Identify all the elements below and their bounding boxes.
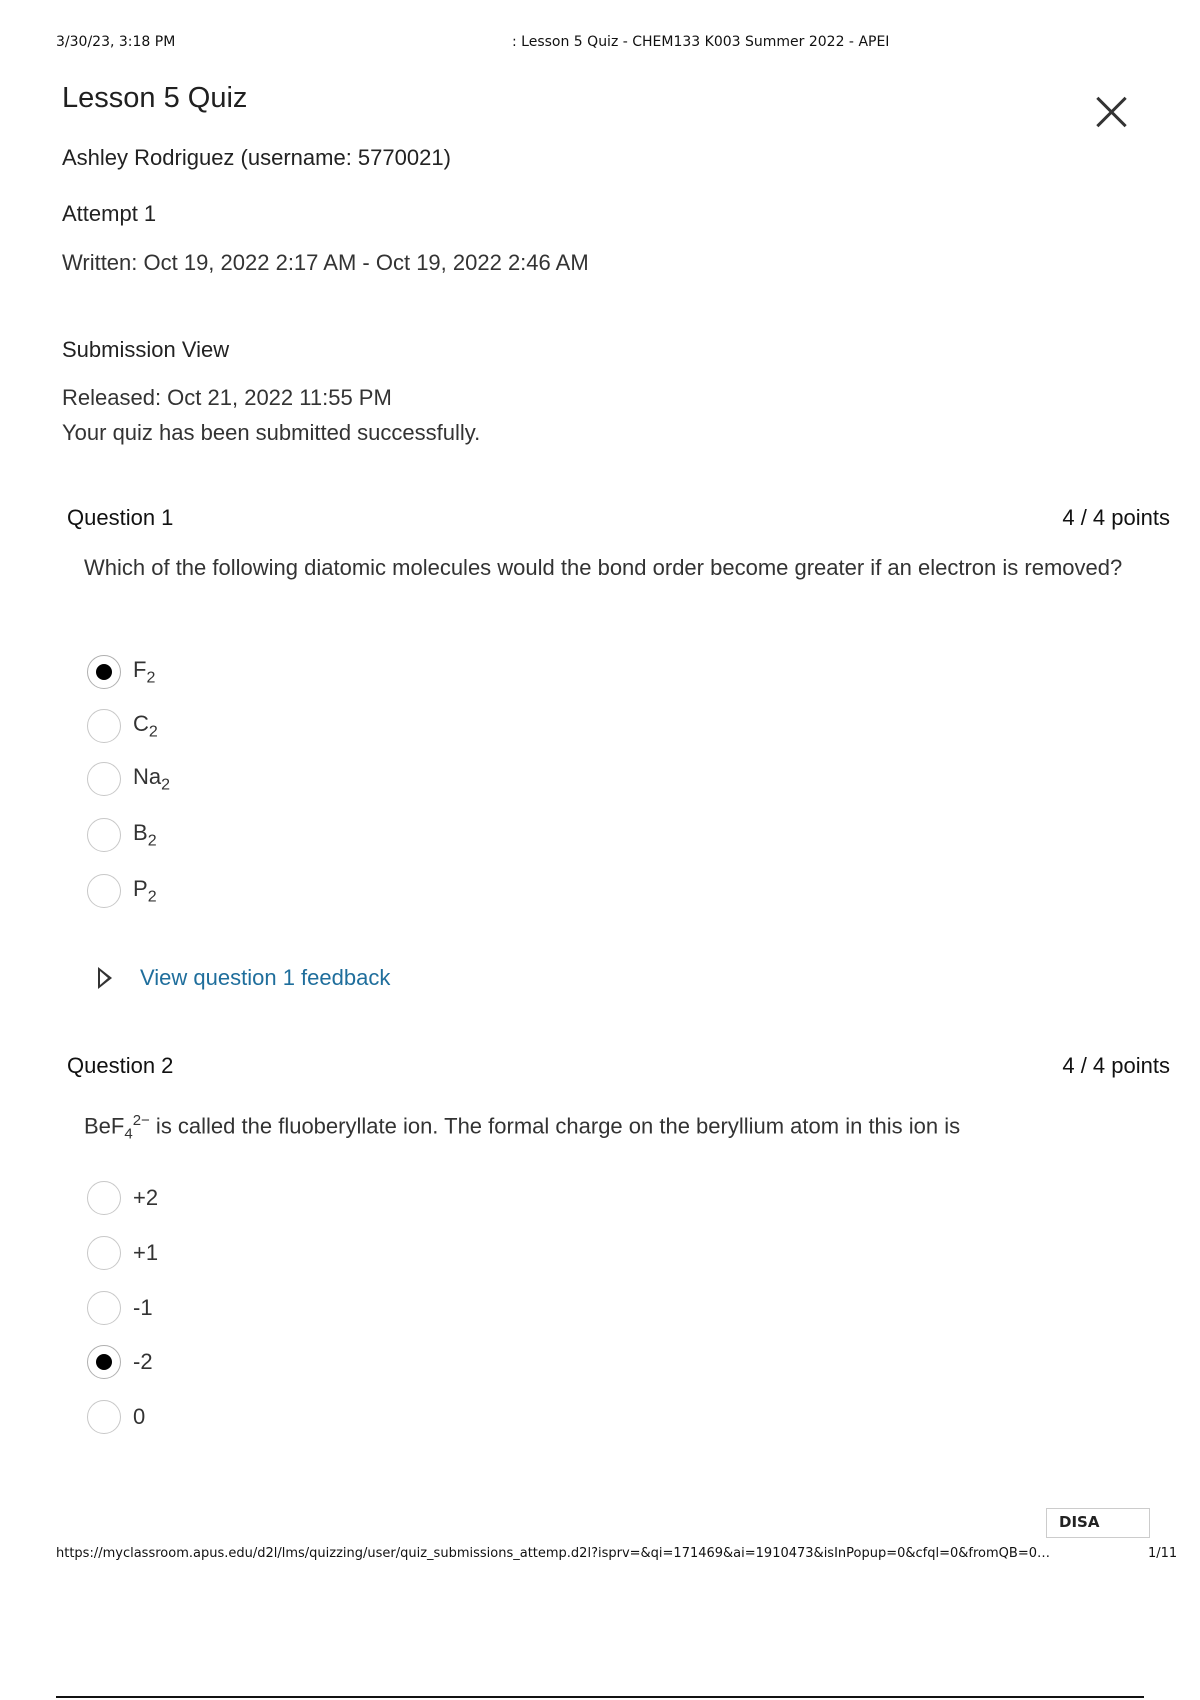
option-label: $F_2$	[133, 656, 156, 687]
print-page-title: : Lesson 5 Quiz - CHEM133 K003 Summer 2022 - APEI	[512, 34, 890, 50]
view-feedback-toggle[interactable]	[98, 965, 390, 991]
close-icon[interactable]	[1096, 96, 1128, 128]
radio-button[interactable]	[87, 655, 121, 689]
written-dates: Written: Oct 19, 2022 2:17 AM - Oct 19, 2022 2:46 AM	[62, 250, 589, 275]
radio-button[interactable]	[87, 1400, 121, 1434]
answer-option[interactable]	[87, 654, 155, 690]
question-1-text: Which of the following diatomic molecules would the bond order become greater if an electron is removed?	[84, 555, 1123, 580]
option-label: -1	[133, 1295, 153, 1320]
footer-url: https://myclassroom.apus.edu/d2l/lms/quizzing/user/quiz_submissions_attemp.d2l?isprv=&qi=171469&ai=1910473&isInPopup=0&cfql=0&fromQB=0…	[56, 1546, 1050, 1561]
user-info: Ashley Rodriguez (username: 5770021)	[62, 145, 451, 170]
radio-button[interactable]	[87, 1291, 121, 1325]
option-label: $Na_2$	[133, 763, 171, 794]
radio-button[interactable]	[87, 709, 121, 743]
radio-button[interactable]	[87, 762, 121, 796]
option-label: $B_2$	[133, 819, 157, 850]
disa-logo: DISA	[1046, 1508, 1150, 1538]
answer-option[interactable]	[87, 1180, 158, 1216]
option-label: +2	[133, 1185, 159, 1210]
option-label: -2	[133, 1349, 153, 1374]
released-date: Released: Oct 21, 2022 11:55 PM	[62, 385, 392, 410]
answer-option[interactable]	[87, 1235, 158, 1271]
option-label: $P_2$	[133, 875, 157, 906]
answer-option[interactable]	[87, 1290, 153, 1326]
radio-button[interactable]	[87, 1345, 121, 1379]
question-points: 4 / 4 points	[1062, 505, 1170, 530]
question-label: Question 1	[67, 505, 174, 530]
radio-button[interactable]	[87, 818, 121, 852]
submitted-message: Your quiz has been submitted successfully.	[62, 420, 481, 445]
question-label: Question 2	[67, 1053, 174, 1078]
print-header	[56, 34, 1176, 54]
question-2-text: BeF$_4^{2-}$ is called the fluoberyllate ion. The formal charge on the beryllium atom in this ion is	[84, 1112, 961, 1143]
caret-right-icon	[98, 967, 112, 989]
attempt-label: Attempt 1	[62, 201, 157, 226]
page-title: Lesson 5 Quiz	[62, 82, 248, 114]
question-points: 4 / 4 points	[1062, 1053, 1170, 1078]
answer-option[interactable]	[87, 873, 157, 909]
divider	[56, 1696, 1144, 1698]
view-feedback-link[interactable]: View question 1 feedback	[140, 965, 391, 990]
option-label: +1	[133, 1240, 159, 1265]
radio-button[interactable]	[87, 1181, 121, 1215]
submission-view-heading: Submission View	[62, 337, 230, 362]
answer-option[interactable]	[87, 1399, 145, 1435]
radio-button[interactable]	[87, 874, 121, 908]
answer-option[interactable]	[87, 817, 157, 853]
print-date: 3/30/23, 3:18 PM	[56, 34, 176, 50]
page-number: 1/11	[1148, 1546, 1178, 1561]
answer-option[interactable]	[87, 761, 170, 797]
radio-button[interactable]	[87, 1236, 121, 1270]
answer-option[interactable]	[87, 1344, 153, 1380]
option-label: 0	[133, 1404, 146, 1429]
option-label: $C_2$	[133, 710, 158, 741]
answer-option[interactable]	[87, 708, 158, 744]
